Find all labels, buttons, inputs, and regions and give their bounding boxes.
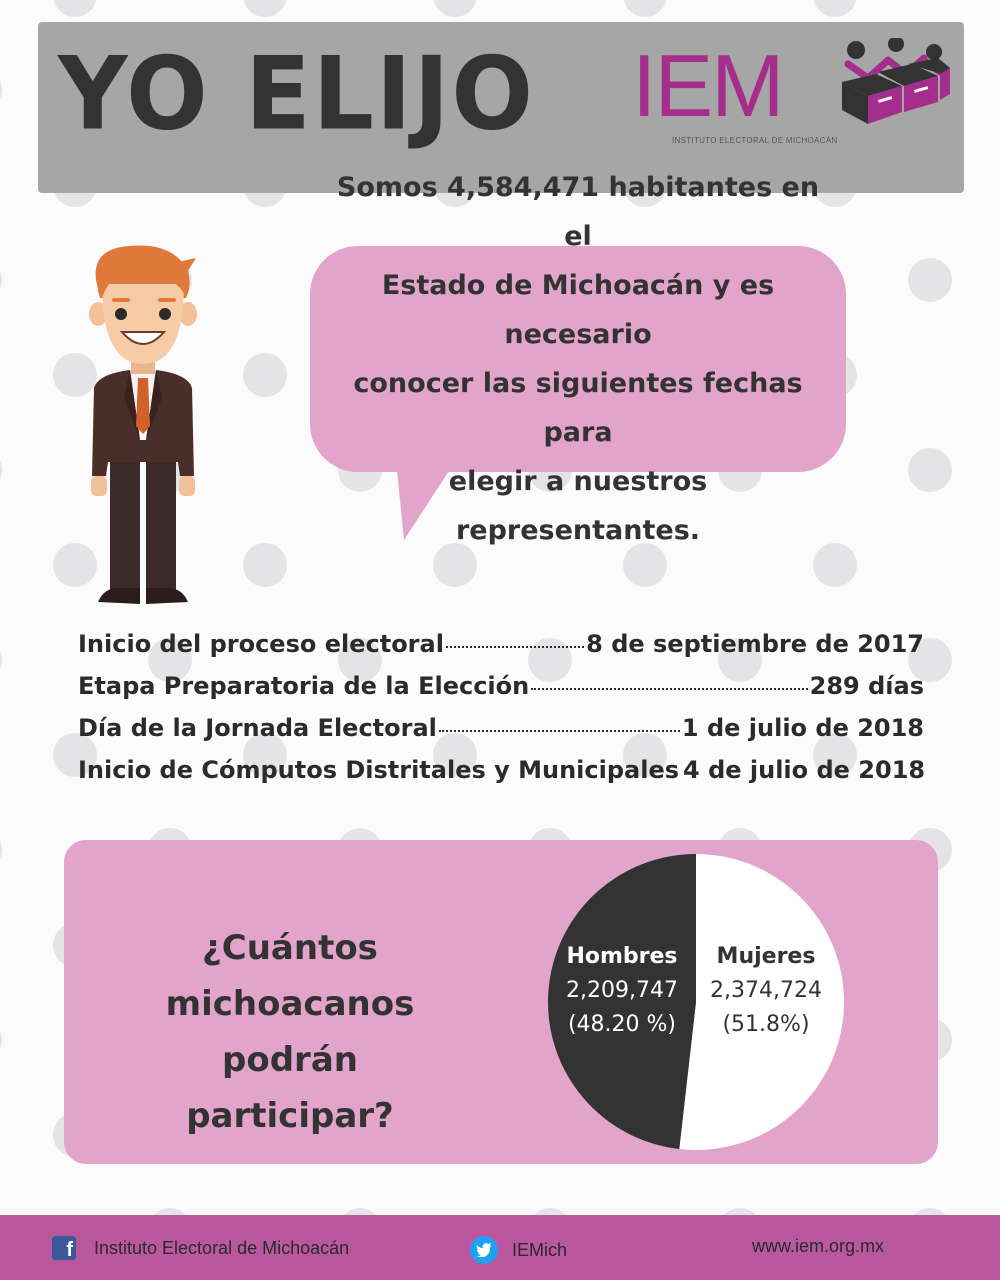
- men-name: Hombres: [566, 944, 678, 969]
- participation-question: [110, 920, 470, 1144]
- iem-logo: [632, 30, 922, 162]
- logo-subtitle: INSTITUTO ELECTORAL DE MICHOACÁN: [672, 136, 838, 145]
- bubble-line: Estado de Michoacán y es necesario: [381, 270, 775, 350]
- date-row: [78, 714, 924, 756]
- date-row: [78, 756, 924, 798]
- women-percent: (51.8%): [722, 1012, 810, 1037]
- twitter-link[interactable]: [470, 1236, 567, 1264]
- background-dot: [813, 0, 857, 17]
- question-line: michoacanos podrán: [165, 984, 415, 1080]
- date-label: Etapa Preparatoria de la Elección: [78, 672, 530, 700]
- speech-bubble-tail: [396, 460, 456, 544]
- website-url: www.iem.org.mx: [752, 1236, 885, 1256]
- date-value: 4 de julio de 2018: [683, 756, 926, 784]
- website-link[interactable]: [752, 1236, 884, 1257]
- facebook-link[interactable]: [52, 1236, 349, 1260]
- page-title: YO ELIJO: [58, 35, 535, 153]
- date-label: Día de la Jornada Electoral: [78, 714, 437, 742]
- dotted-leader: [439, 730, 680, 732]
- date-value: 1 de julio de 2018: [681, 714, 924, 742]
- question-line: ¿Cuántos: [202, 928, 378, 968]
- background-dot: [0, 68, 2, 112]
- background-dot: [0, 828, 2, 872]
- man-illustration: [78, 240, 208, 610]
- men-label: [557, 940, 687, 1042]
- question-line: participar?: [186, 1096, 394, 1136]
- women-label: [701, 940, 831, 1042]
- date-label: Inicio del proceso electoral: [78, 630, 444, 658]
- date-row: [78, 630, 924, 672]
- background-dot: [0, 448, 2, 492]
- date-value: 289 días: [809, 672, 924, 700]
- men-count: 2,209,747: [566, 978, 678, 1003]
- women-name: Mujeres: [716, 944, 816, 969]
- background-dot: [0, 1018, 2, 1062]
- bubble-line: elegir a nuestros representantes.: [448, 466, 708, 546]
- speech-bubble-text: [310, 163, 846, 555]
- background-dot: [908, 258, 952, 302]
- facebook-label: Instituto Electoral de Michoacán: [94, 1237, 350, 1258]
- background-dot: [243, 353, 287, 397]
- background-dot: [433, 0, 477, 17]
- bubble-line: Somos 4,584,471 habitantes en el: [336, 172, 820, 252]
- speech-bubble: [310, 172, 846, 546]
- background-dot: [0, 638, 2, 682]
- background-dot: [243, 543, 287, 587]
- bubble-line: conocer las siguientes fechas para: [353, 368, 803, 448]
- twitter-label: IEMich: [512, 1239, 568, 1260]
- facebook-icon: f: [52, 1236, 76, 1260]
- dotted-leader: [531, 688, 807, 690]
- dotted-leader: [446, 646, 584, 648]
- men-percent: (48.20 %): [567, 1012, 677, 1037]
- ballot-boxes-icon: [838, 38, 950, 138]
- background-dot: [53, 0, 97, 17]
- women-count: 2,374,724: [710, 978, 822, 1003]
- logo-text: IEM: [632, 36, 783, 135]
- date-row: [78, 672, 924, 714]
- background-dot: [0, 258, 2, 302]
- background-dot: [243, 0, 287, 17]
- electoral-dates-list: [78, 630, 924, 798]
- background-dot: [908, 448, 952, 492]
- date-value: 8 de septiembre de 2017: [586, 630, 924, 658]
- date-label: Inicio de Cómputos Distritales y Municipales: [78, 756, 680, 784]
- twitter-icon: [470, 1236, 498, 1264]
- background-dot: [623, 0, 667, 17]
